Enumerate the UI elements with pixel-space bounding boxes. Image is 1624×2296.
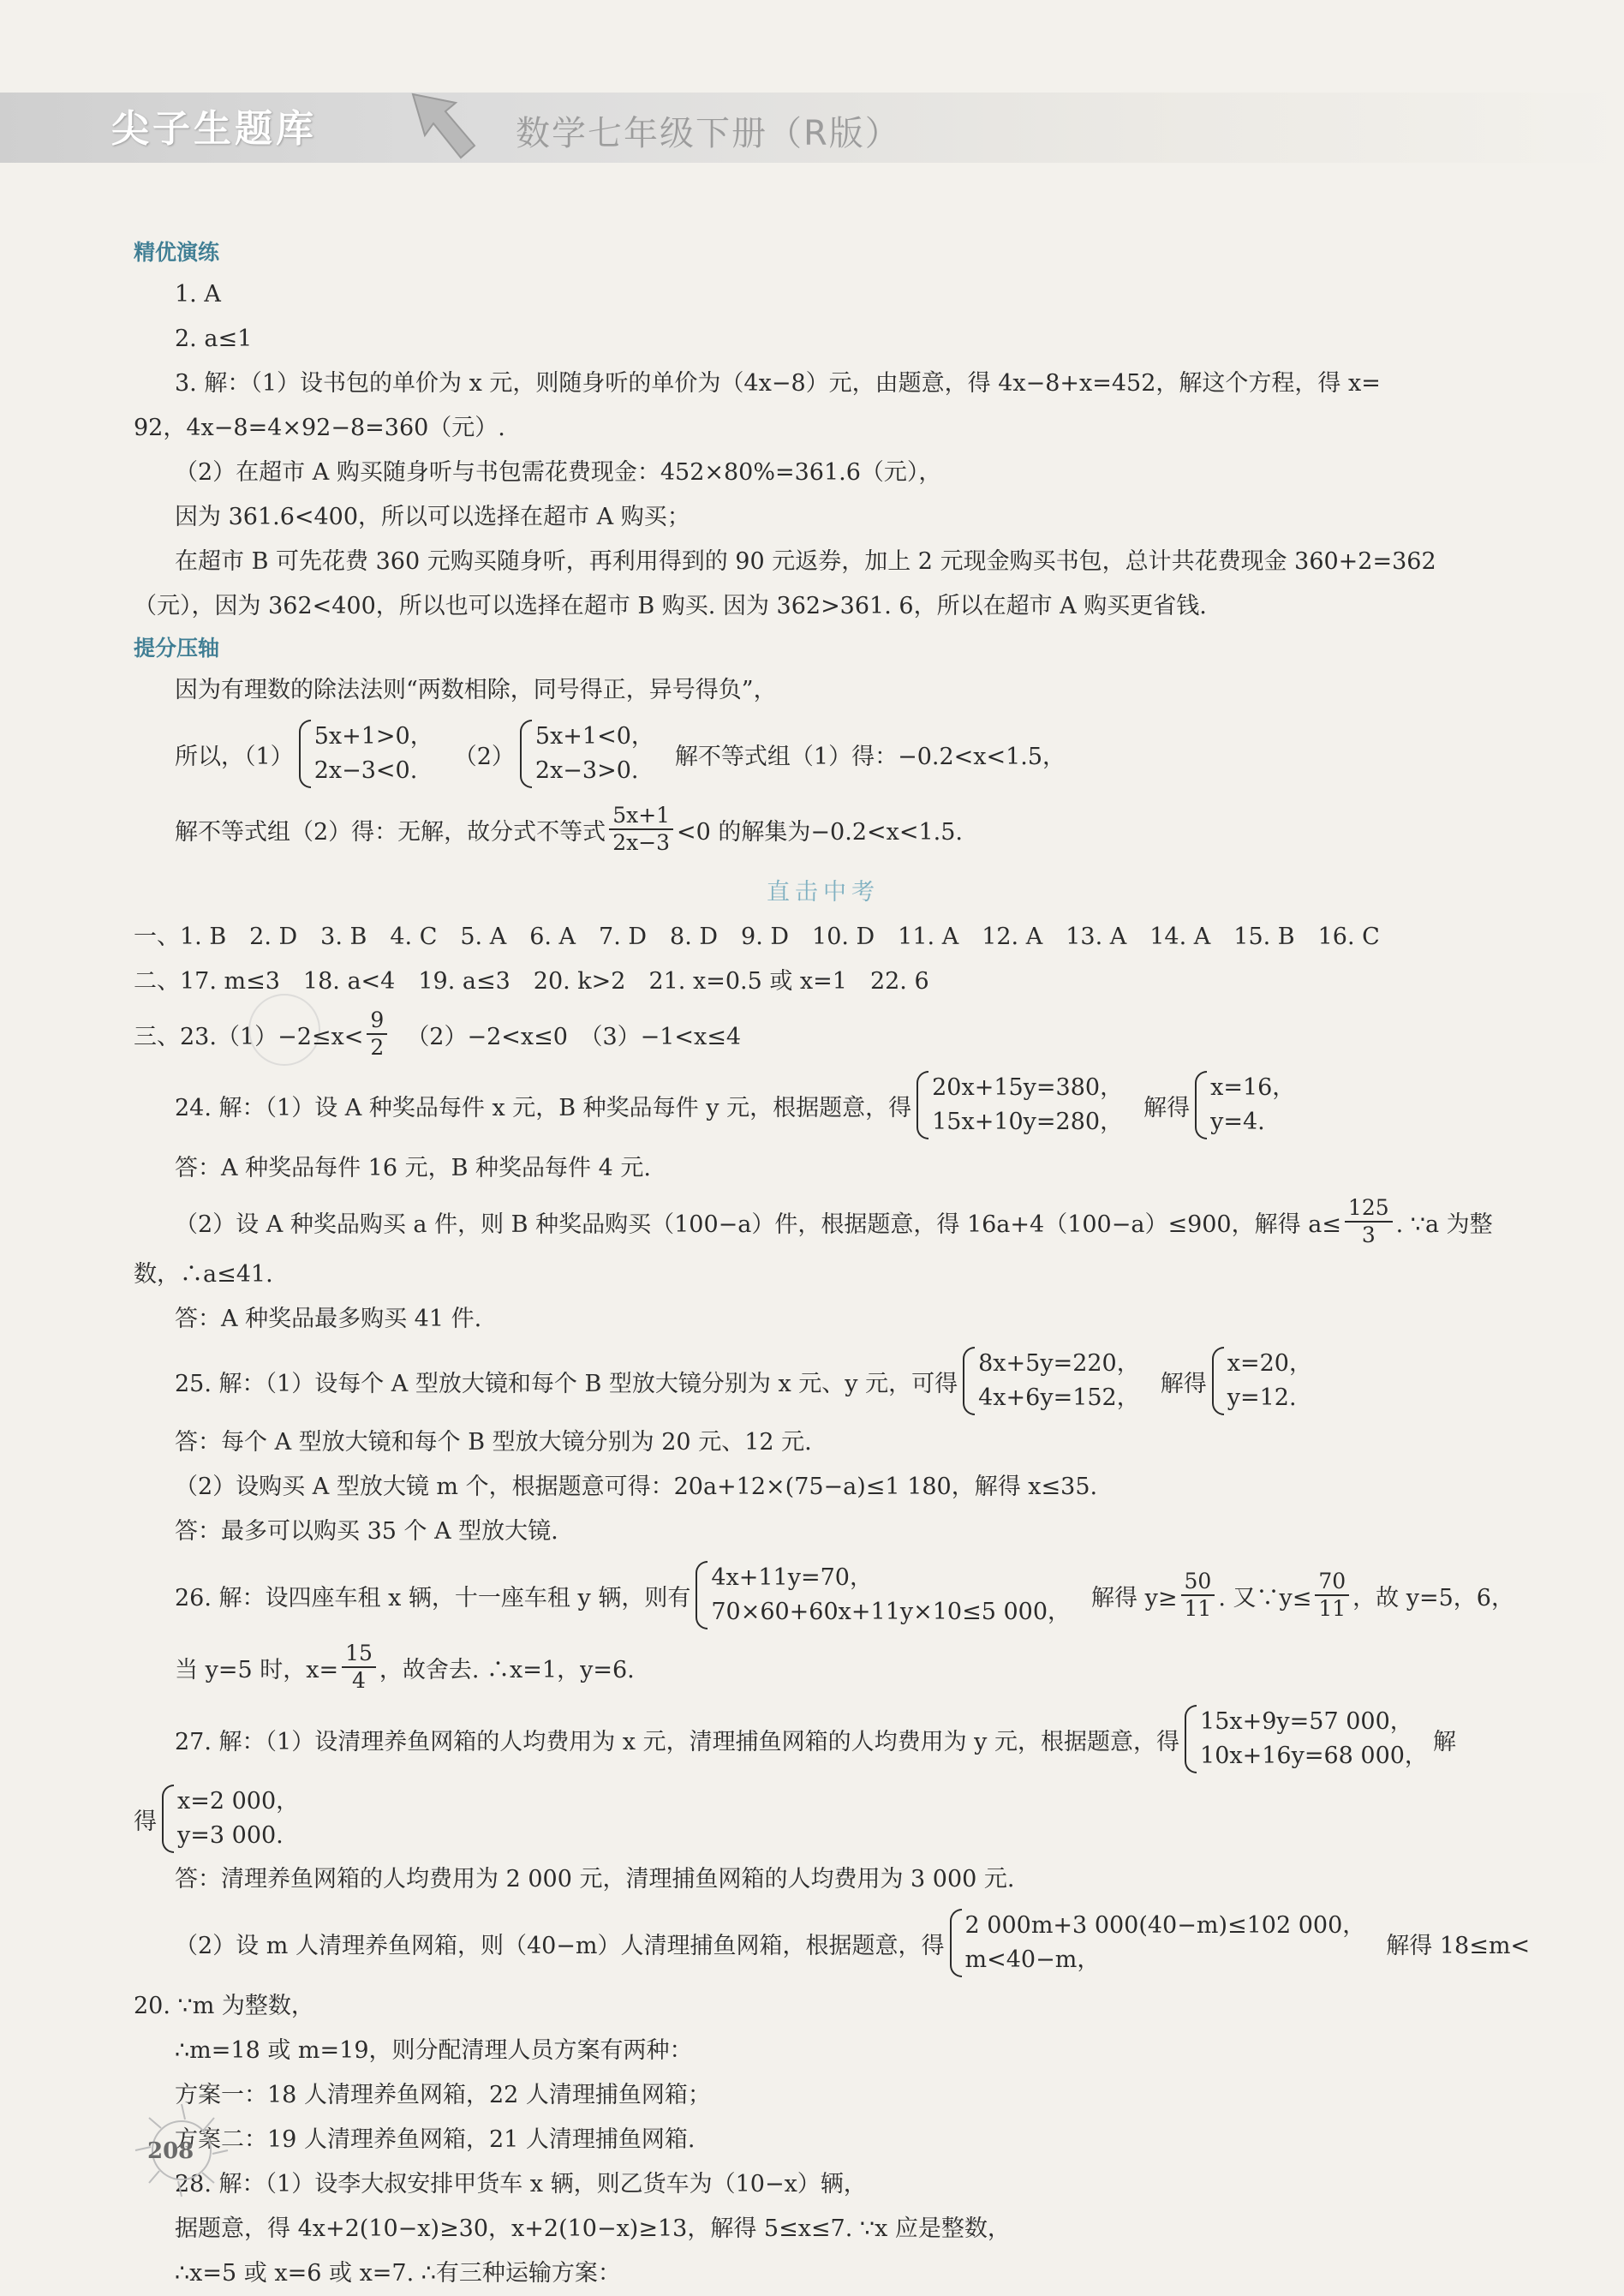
equation-system [696, 1561, 1071, 1629]
answer-line: （2）设购买 A 型放大镜 m 个，根据题意可得：20a+12×(75−a)≤1 180，解得 x≤35. [175, 1474, 1098, 1500]
text: 解得 [1160, 1370, 1207, 1397]
answer-line: 因为有理数的除法法则“两数相除，同号得正，异号得负”， [175, 677, 777, 703]
text-result: 解不等式组（1）得：−0.2<x<1.5， [674, 743, 1066, 770]
brace [916, 1071, 928, 1139]
text-mid: （2） [453, 743, 515, 770]
brace [299, 720, 311, 788]
denominator: 11 [1184, 1596, 1212, 1621]
text: 24. 解：（1）设 A 种奖品每件 x 元，B 种奖品每件 y 元，根据题意，得 [175, 1094, 912, 1121]
solution-system [1212, 1347, 1312, 1415]
answer-line: 答：清理养鱼网箱的人均费用为 2 000 元，清理捕鱼网箱的人均费用为 3 000 元. [175, 1866, 1015, 1892]
equation-system [1185, 1705, 1428, 1773]
page-number-badge [128, 2097, 240, 2209]
book-title: 数学七年级下册（R版） [516, 114, 901, 153]
eq: m<40−m， [964, 1946, 1101, 1973]
text: 解得 18≤m< [1386, 1932, 1531, 1959]
denominator: 11 [1318, 1596, 1346, 1621]
fraction [1345, 1195, 1393, 1248]
answer-line: （2）在超市 A 购买随身听与书包需花费现金：452×80%=361.6（元）， [175, 459, 942, 486]
eq: 4x+6y=152， [978, 1384, 1140, 1411]
eq: 70×60+60x+11y×10≤5 000， [711, 1599, 1072, 1625]
answer-line: 答：每个 A 型放大镜和每个 B 型放大镜分别为 20 元、12 元. [175, 1429, 812, 1456]
brace [950, 1909, 962, 1977]
numerator: 9 [367, 1007, 387, 1035]
page-number: 208 [147, 2138, 194, 2164]
text: ，故舍去. ∴x=1，y=6. [379, 1656, 635, 1683]
answer-line: 答：最多可以购买 35 个 A 型放大镜. [175, 1518, 558, 1545]
numerator: 15 [342, 1641, 376, 1668]
fraction [1315, 1569, 1349, 1622]
answer-line: 3. 解：（1）设书包的单价为 x 元，则随身听的单价为（4x−8）元，由题意，得 4x−8+x=452，解这个方程，得 x= [175, 370, 1381, 397]
eq: x=16， [1210, 1074, 1296, 1101]
text: （2）设 A 种奖品购买 a 件，则 B 种奖品购买（100−a）件，根据题意，得 16a+4（100−a）≤900，解得 a≤ [175, 1211, 1341, 1238]
denominator: 3 [1361, 1223, 1376, 1247]
eq: 2 000m+3 000(40−m)≤102 000， [964, 1912, 1366, 1939]
answer-line: 2. a≤1 [175, 326, 253, 352]
brace [1185, 1705, 1197, 1773]
brace [1212, 1347, 1224, 1415]
arrow-icon [396, 86, 478, 168]
text: <0 的解集为−0.2<x<1.5. [677, 818, 963, 846]
text: 25. 解：（1）设每个 A 型放大镜和每个 B 型放大镜分别为 x 元、y 元，可得 [175, 1370, 958, 1397]
solution-system [1195, 1071, 1295, 1139]
answer-line: 20. ∵m 为整数， [134, 1993, 314, 2019]
text: 27. 解：（1）设清理养鱼网箱的人均费用为 x 元，清理捕鱼网箱的人均费用为 y 元，根据题意，得 [175, 1728, 1180, 1755]
denominator: 2x−3 [612, 830, 671, 855]
eq: 15x+10y=280， [932, 1109, 1124, 1135]
answer-line: （元），因为 362<400，所以也可以选择在超市 B 购买. 因为 362>361. 6，所以在超市 A 购买更省钱. [134, 593, 1207, 619]
numerator: 125 [1345, 1195, 1393, 1223]
fraction [342, 1641, 376, 1694]
text: 当 y=5 时，x= [175, 1656, 339, 1683]
answer-line: 答：A 种奖品最多购买 41 件. [175, 1306, 482, 1332]
q26-line [134, 1554, 1513, 1636]
system-line [134, 713, 1513, 795]
text: 解不等式组（2）得：无解，故分式不等式 [175, 818, 606, 846]
text: （2）−2<x≤0 （3）−1<x≤4 [406, 1023, 742, 1050]
q24-part2 [134, 1191, 1513, 1253]
answer-line: 一、1. B 2. D 3. B 4. C 5. A 6. A 7. D 8. D 9. D 10. D 11. A 12. A 13. A 14. A 15. B 16. C [134, 924, 1380, 950]
denominator: 2 [370, 1035, 385, 1060]
text: （2）设 m 人清理养鱼网箱，则（40−m）人清理捕鱼网箱，根据题意，得 [175, 1932, 945, 1959]
answer-line: 答：A 种奖品每件 16 元，B 种奖品每件 4 元. [175, 1155, 651, 1181]
answer-line: 据题意，得 4x+2(10−x)≥30，x+2(10−x)≥13，解得 5≤x≤7. ∵x 应是整数， [175, 2215, 1011, 2242]
fraction-line [134, 795, 1513, 864]
numerator: 50 [1181, 1569, 1215, 1596]
brace [1195, 1071, 1207, 1139]
answer-line [134, 1004, 1513, 1064]
inequality-system-2 [520, 720, 654, 788]
eq: x=20， [1227, 1350, 1312, 1377]
eq: 4x+11y=70， [711, 1564, 873, 1591]
answer-line: 方案一：18 人清理养鱼网箱，22 人清理捕鱼网箱； [175, 2082, 711, 2108]
eq: y=12. [1227, 1384, 1297, 1411]
q25-line [134, 1342, 1513, 1420]
eq: 8x+5y=220， [978, 1350, 1140, 1377]
ineq: 2x−3<0. [313, 757, 418, 784]
solution-system [162, 1785, 299, 1853]
fraction [367, 1007, 387, 1061]
numerator: 5x+1 [609, 803, 673, 830]
inequality-system [950, 1909, 1366, 1977]
numerator: 70 [1315, 1569, 1349, 1596]
text-so: 所以，（1） [175, 743, 294, 770]
eq: 20x+15y=380， [932, 1074, 1124, 1101]
equation-system [963, 1347, 1140, 1415]
answer-line: ∴m=18 或 m=19，则分配清理人员方案有两种： [175, 2037, 693, 2064]
text: 解得 y≥ [1091, 1584, 1178, 1611]
section-tifen: 提分压轴 [134, 636, 220, 661]
eq: y=3 000. [177, 1822, 284, 1849]
answer-line: 92，4x−8=4×92−8=360（元）. [134, 415, 505, 441]
answer-line: 28. 解：（1）设李大叔安排甲货车 x 辆，则乙货车为（10−x）辆， [175, 2171, 867, 2197]
answer-line: ∴x=5 或 x=6 或 x=7. ∴有三种运输方案： [175, 2260, 621, 2287]
q24-line [134, 1064, 1513, 1146]
eq: y=4. [1210, 1109, 1265, 1135]
answer-line: 方案二：19 人清理养鱼网箱，21 人清理捕鱼网箱. [175, 2126, 696, 2153]
denominator: 4 [352, 1668, 366, 1693]
eq: 15x+9y=57 000， [1200, 1708, 1413, 1735]
text: . ∵a 为整 [1395, 1211, 1493, 1238]
answer-content [134, 233, 1531, 2296]
section-jingyou: 精优演练 [134, 240, 220, 265]
answer-line: 在超市 B 可先花费 360 元购买随身听，再利用得到的 90 元返券，加上 2 元现金购买书包，总计共花费现金 360+2=362 [175, 548, 1436, 575]
text: ，故 y=5，6， [1352, 1584, 1514, 1611]
eq: x=2 000， [177, 1788, 300, 1815]
text: 26. 解：设四座车租 x 辆，十一座车租 y 辆，则有 [175, 1584, 691, 1611]
q27-result [134, 1780, 1513, 1857]
answer-line: 因为 361.6<400，所以可以选择在超市 A 购买； [175, 504, 690, 530]
text: 解得 [1143, 1094, 1191, 1121]
text: 三、23.（1）−2≤x< [134, 1023, 364, 1050]
brace [162, 1785, 174, 1853]
q27-line [134, 1698, 1513, 1780]
equation-system [916, 1071, 1123, 1139]
ineq: 5x+1<0， [534, 723, 654, 750]
fraction [1181, 1569, 1215, 1622]
brand-title: 尖子生题库 [111, 107, 317, 151]
fraction [609, 803, 673, 856]
brace [520, 720, 532, 788]
brace [963, 1347, 975, 1415]
inequality-system-1 [299, 720, 433, 788]
ineq: 5x+1>0， [313, 723, 433, 750]
text: . 又∵y≤ [1218, 1584, 1312, 1611]
section-zhiji: 直击中考 [767, 879, 880, 906]
answer-line: 数，∴a≤41. [134, 1261, 273, 1288]
q26-line2 [134, 1636, 1513, 1698]
q27-part2 [134, 1902, 1531, 1984]
answer-line: 1. A [175, 281, 221, 308]
brace [696, 1561, 708, 1629]
text: 得 [134, 1808, 157, 1835]
answer-line: 二、17. m≤3 18. a<4 19. a≤3 20. k>2 21. x=0.5 或 x=1 22. 6 [134, 968, 929, 995]
ineq: 2x−3>0. [534, 757, 639, 784]
text: 解 [1432, 1728, 1456, 1755]
eq: 10x+16y=68 000， [1200, 1743, 1428, 1769]
